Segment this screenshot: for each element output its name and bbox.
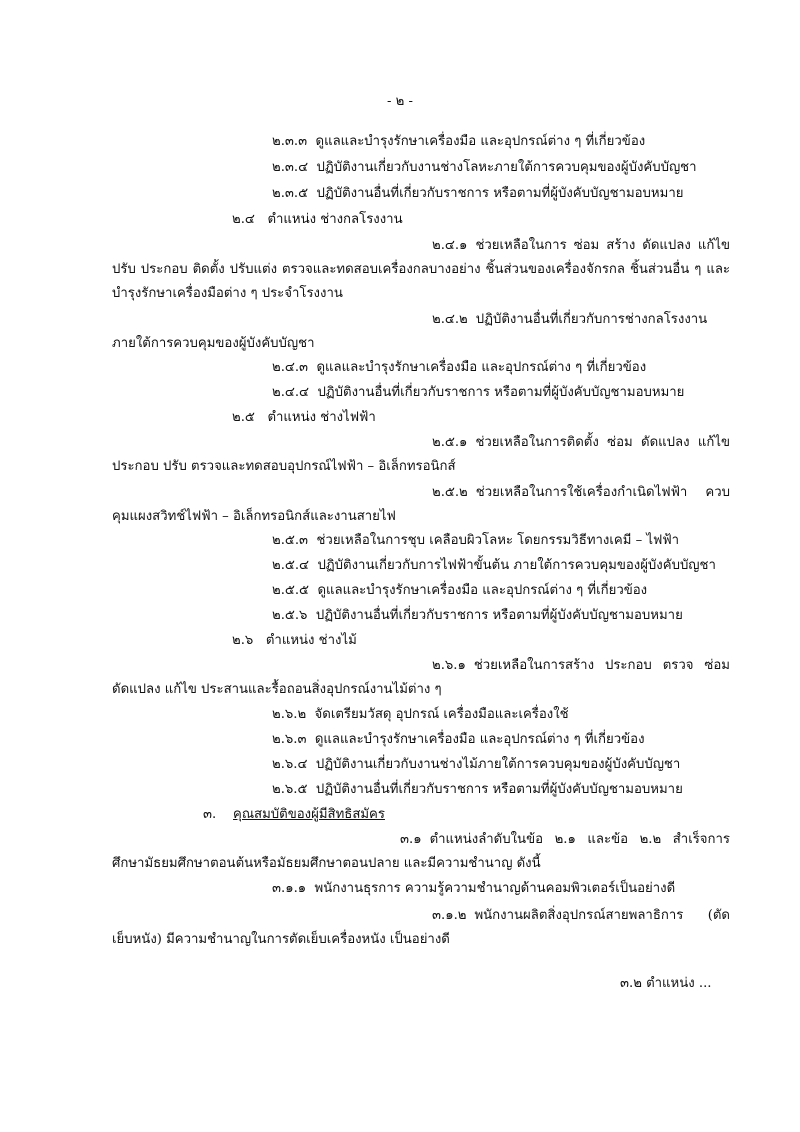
section-heading xyxy=(232,409,376,427)
item-text: ตำแหน่ง ช่างไฟฟ้า xyxy=(267,410,376,425)
item-number: ๓. xyxy=(203,807,217,822)
item-number: ๓.๑.๑ xyxy=(272,881,307,896)
list-item xyxy=(272,781,683,799)
page-number: - ๒ - xyxy=(387,94,413,109)
item-text: ตำแหน่ง ช่างไม้ xyxy=(265,633,357,648)
item-number: ๒.๔ xyxy=(232,212,255,227)
list-item xyxy=(272,557,716,575)
list-item xyxy=(272,756,680,774)
item-text: ปฏิบัติงานอื่นที่เกี่ยวกับการช่างกลโรงงานภายใต้การควบคุมของผู้บังคับบัญชา xyxy=(112,312,708,351)
list-item xyxy=(272,607,683,625)
item-text: ช่วยเหลือในการติดตั้ง ซ่อม ดัดแปลง แก้ไข ประกอบ ปรับ ตรวจและทดสอบอุปกรณ์ไฟฟ้า – อิเล็กทรอนิกส์ xyxy=(112,435,730,474)
list-item xyxy=(112,308,730,356)
item-text: ปฏิบัติงานอื่นที่เกี่ยวกับราชการ หรือตามที่ผู้บังคับบัญชามอบหมาย xyxy=(315,608,683,623)
item-text: ช่วยเหลือในการใช้เครื่องกำเนิดไฟฟ้า ควบคุมแผงสวิทช์ไฟฟ้า – อิเล็กทรอนิกส์และงานสายไฟ xyxy=(112,485,730,524)
item-text: ตำแหน่งลำดับในข้อ ๒.๑ และข้อ ๒.๒ สำเร็จการศึกษามัธยมศึกษาตอนต้นหรือมัธยมศึกษาตอนปลาย และมีความชำนาญ ดังนี้ xyxy=(112,832,730,871)
item-text: ปฏิบัติงานเกี่ยวกับงานช่างโลหะภายใต้การควบคุมของผู้บังคับบัญชา xyxy=(316,160,697,175)
item-text: ดูแลและบำรุงรักษาเครื่องมือ และอุปกรณ์ต่าง ๆ ที่เกี่ยวข้อง xyxy=(315,134,646,149)
list-item xyxy=(272,384,684,402)
list-item xyxy=(272,159,697,177)
list-item xyxy=(272,582,647,600)
item-number: ๒.๖.๑ xyxy=(432,658,466,673)
item-text: จัดเตรียมวัสดุ อุปกรณ์ เครื่องมือและเครื่องใช้ xyxy=(314,707,569,722)
section-heading xyxy=(203,806,385,824)
item-number: ๒.๓.๓ xyxy=(272,134,308,149)
item-number: ๒.๖.๓ xyxy=(272,732,307,747)
item-number: ๒.๕.๔ xyxy=(272,558,310,573)
list-item xyxy=(112,828,730,876)
item-text: พนักงานธุรการ ความรู้ความชำนาญด้านคอมพิวเตอร์เป็นอย่างดี xyxy=(314,881,676,896)
item-number: ๒.๕.๓ xyxy=(272,533,309,548)
item-number: ๓.๑ xyxy=(400,832,422,847)
item-number: ๒.๖.๒ xyxy=(272,707,307,722)
list-item xyxy=(112,654,730,702)
item-text: ปฏิบัติงานเกี่ยวกับงานช่างไม้ภายใต้การควบคุมของผู้บังคับบัญชา xyxy=(315,757,681,772)
item-number: ๒.๕.๑ xyxy=(432,435,468,450)
item-number: ๒.๕.๖ xyxy=(272,608,308,623)
item-text: ปฏิบัติงานอื่นที่เกี่ยวกับราชการ หรือตามที่ผู้บังคับบัญชามอบหมาย xyxy=(316,186,684,201)
item-number: ๒.๓.๔ xyxy=(272,160,309,175)
item-number: ๒.๕.๕ xyxy=(272,583,310,598)
item-number: ๒.๖.๕ xyxy=(272,782,308,797)
item-number: ๒.๖.๔ xyxy=(272,757,308,772)
list-item xyxy=(272,880,675,898)
list-item xyxy=(112,481,730,529)
section-heading xyxy=(232,211,403,229)
list-item xyxy=(272,185,683,203)
item-text: พนักงานผลิตสิ่งอุปกรณ์สายพลาธิการ (ตัดเย็บหนัง) มีความชำนาญในการตัดเย็บเครื่องหนัง เป็นอย่างดี xyxy=(112,908,730,947)
item-text: คุณสมบัติของผู้มีสิทธิสมัคร xyxy=(233,807,385,822)
list-item xyxy=(112,904,730,952)
item-number: ๒.๕ xyxy=(232,410,255,425)
item-number: ๒.๔.๓ xyxy=(272,360,309,375)
section-heading xyxy=(232,632,357,650)
item-text: ตำแหน่ง ช่างกลโรงงาน xyxy=(267,212,403,227)
item-number: ๒.๔.๒ xyxy=(432,312,468,327)
list-item xyxy=(112,431,730,479)
item-text: ช่วยเหลือในการสร้าง ประกอบ ตรวจ ซ่อม ดัดแปลง แก้ไข ประสานและรื้อถอนสิ่งอุปกรณ์งานไม้ต่าง ๆ xyxy=(112,658,730,697)
item-number: ๒.๕.๒ xyxy=(432,485,468,500)
item-text: ดูแลและบำรุงรักษาเครื่องมือ และอุปกรณ์ต่าง ๆ ที่เกี่ยวข้อง xyxy=(316,360,647,375)
item-text: ดูแลและบำรุงรักษาเครื่องมือ และอุปกรณ์ต่าง ๆ ที่เกี่ยวข้อง xyxy=(317,583,648,598)
item-number: ๒.๔.๔ xyxy=(272,385,310,400)
item-text: ปฏิบัติงานอื่นที่เกี่ยวกับราชการ หรือตามที่ผู้บังคับบัญชามอบหมาย xyxy=(317,385,685,400)
item-number: ๒.๖ xyxy=(232,633,254,648)
list-item xyxy=(272,731,645,749)
list-item xyxy=(112,234,730,306)
list-item xyxy=(272,532,679,550)
item-text: ปฏิบัติงานเกี่ยวกับการไฟฟ้าขั้นต้น ภายใต้การควบคุมของผู้บังคับบัญชา xyxy=(317,558,716,573)
item-text: ดูแลและบำรุงรักษาเครื่องมือ และอุปกรณ์ต่าง ๆ ที่เกี่ยวข้อง xyxy=(314,732,645,747)
list-item xyxy=(272,706,569,724)
item-text: ช่วยเหลือในการชุบ เคลือบผิวโลหะ โดยกรรมวิธีทางเคมี – ไฟฟ้า xyxy=(316,533,680,548)
item-text: ปฏิบัติงานอื่นที่เกี่ยวกับราชการ หรือตามที่ผู้บังคับบัญชามอบหมาย xyxy=(315,782,683,797)
list-item xyxy=(272,133,645,151)
item-number: ๒.๓.๕ xyxy=(272,186,309,201)
item-text: ช่วยเหลือในการ ซ่อม สร้าง ดัดแปลง แก้ไข ปรับ ประกอบ ติดตั้ง ปรับแต่ง ตรวจและทดสอบเครื่องกลบางอย่าง ชิ้นส่วนของเครื่องจักรกล ชิ้นส่วนอื่น ๆ และบำรุงรักษาเครื่องมือต่าง ๆ ประจำโรงงาน xyxy=(112,238,730,301)
item-number: ๒.๔.๑ xyxy=(432,238,468,253)
continuation-footer: ๓.๒ ตำแหน่ง ... xyxy=(620,976,712,991)
list-item xyxy=(272,359,646,377)
item-number: ๓.๑.๒ xyxy=(432,908,467,923)
